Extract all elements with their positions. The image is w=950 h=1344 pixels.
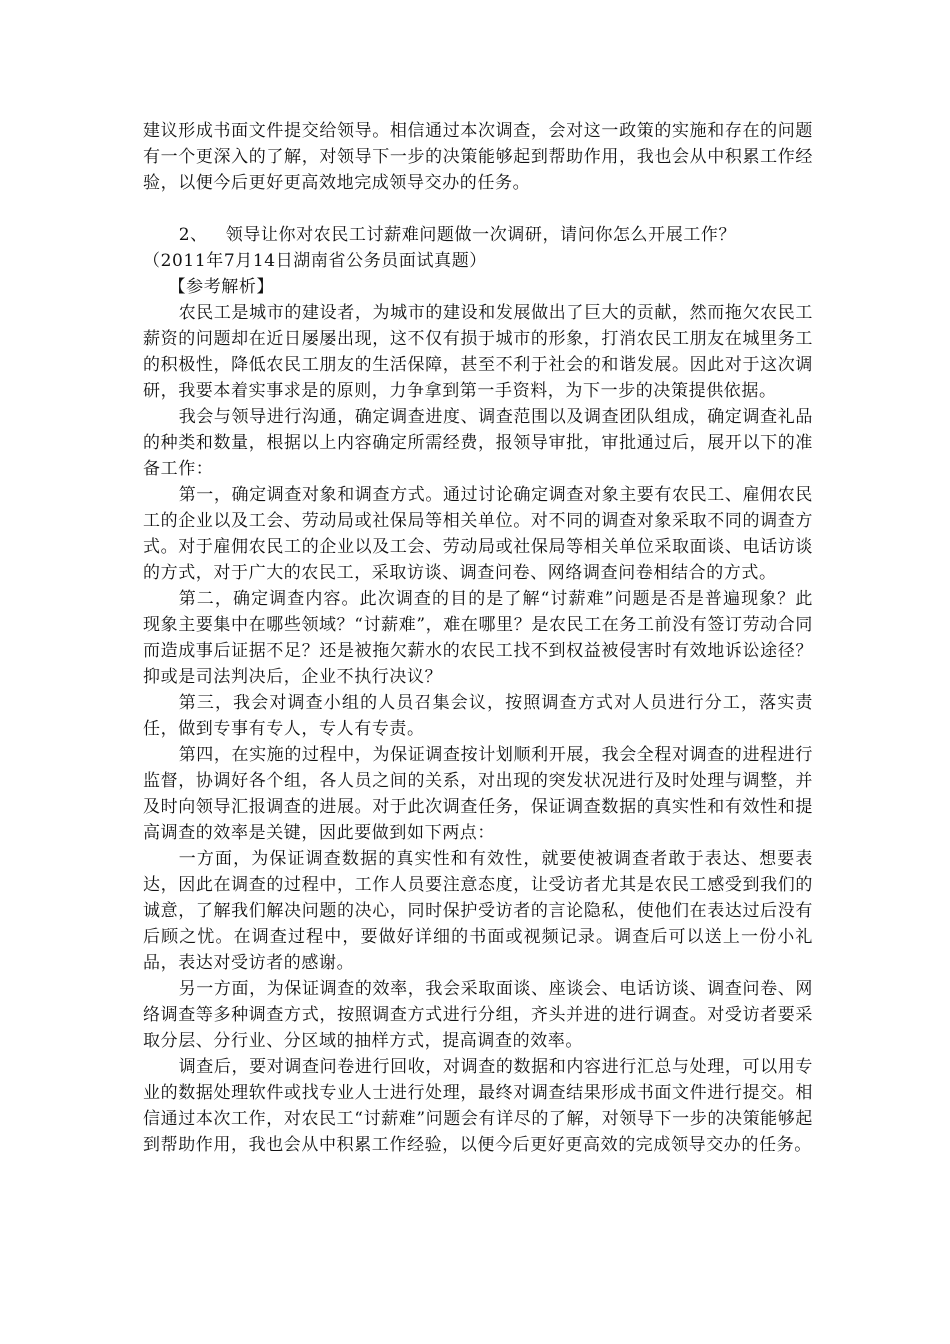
body-paragraph: 我会与领导进行沟通，确定调查进度、调查范围以及调查团队组成，确定调查礼品的种类和数量，根据以上内容确定所需经费，报领导审批，审批通过后，展开以下的准备工作： [143, 407, 813, 479]
body-paragraph: 一方面，为保证调查数据的真实性和有效性，就要使被调查者敢于表达、想要表达，因此在调查的过程中，工作人员要注意态度，让受访者尤其是农民工感受到我们的诚意，了解我们解决问题的决心，同时保护受访者的言论隐私，使他们在表达过后没有后顾之忧。在调查过程中，要做好详细的书面或视频记录。调查后可以送上一份小礼品，表达对受访者的感谢。 [143, 849, 813, 973]
question-text: 领导让你对农民工讨薪难问题做一次调研，请问你怎么开展工作？ [225, 225, 737, 245]
body-paragraph: 农民工是城市的建设者，为城市的建设和发展做出了巨大的贡献，然而拖欠农民工薪资的问题却在近日屡屡出现，这不仅有损于城市的形象，打消农民工朋友在城里务工的积极性，降低农民工朋友的生活保障，甚至不利于社会的和谐发展。因此对于这次调研，我要本着实事求是的原则，力争拿到第一手资料，为下一步的决策提供依据。 [143, 303, 813, 401]
body-paragraph: 另一方面，为保证调查的效率，我会采取面谈、座谈会、电话访谈、调查问卷、网络调查等多种调查方式，按照调查方式进行分组，齐头并进的进行调查。对受访者要采取分层、分行业、分区域的抽样方式，提高调查的效率。 [143, 979, 813, 1051]
spacer [143, 196, 813, 222]
document-page [143, 118, 813, 1158]
body-paragraph: 第三，我会对调查小组的人员召集会议，按照调查方式对人员进行分工，落实责任，做到专事有专人，专人有专责。 [143, 693, 813, 739]
body-paragraph: 第一，确定调查对象和调查方式。通过讨论确定调查对象主要有农民工、雇佣农民工的企业以及工会、劳动局或社保局等相关单位。对不同的调查对象采取不同的调查方式。对于雇佣农民工的企业以及工会、劳动局或社保局等相关单位采取面谈、电话访谈的方式，对于广大的农民工，采取访谈、调查问卷、网络调查问卷相结合的方式。 [143, 485, 813, 583]
question-source: （2011年7月14日湖南省公务员面试真题） [143, 251, 487, 271]
intro-paragraph: 建议形成书面文件提交给领导。相信通过本次调查，会对这一政策的实施和存在的问题有一个更深入的了解，对领导下一步的决策能够起到帮助作用，我也会从中积累工作经验，以便今后更好更高效地完成领导交办的任务。 [143, 121, 813, 193]
body-paragraph: 调查后，要对调查问卷进行回收，对调查的数据和内容进行汇总与处理，可以用专业的数据处理软件或找专业人士进行处理，最终对调查结果形成书面文件进行提交。相信通过本次工作，对农民工“讨薪难”问题会有详尽的了解，对领导下一步的决策能够起到帮助作用，我也会从中积累工作经验，以便今后更好更高效的完成领导交办的任务。 [143, 1057, 813, 1155]
question-number: 2、 [178, 225, 208, 245]
analysis-heading: 【参考解析】 [168, 277, 275, 297]
body-paragraph: 第二，确定调查内容。此次调查的目的是了解“讨薪难”问题是否是普遍现象？此现象主要集中在哪些领域？“讨薪难”，难在哪里？是农民工在务工前没有签订劳动合同而造成事后证据不足？还是被拖欠薪水的农民工找不到权益被侵害时有效地诉讼途径？抑或是司法判决后，企业不执行决议？ [143, 589, 813, 687]
question-line [143, 222, 813, 248]
body-paragraph: 第四，在实施的过程中，为保证调查按计划顺利开展，我会全程对调查的进程进行监督，协调好各个组，各人员之间的关系，对出现的突发状况进行及时处理与调整，并及时向领导汇报调查的进展。对于此次调查任务，保证调查数据的真实性和有效性和提高调查的效率是关键，因此要做到如下两点： [143, 745, 813, 843]
